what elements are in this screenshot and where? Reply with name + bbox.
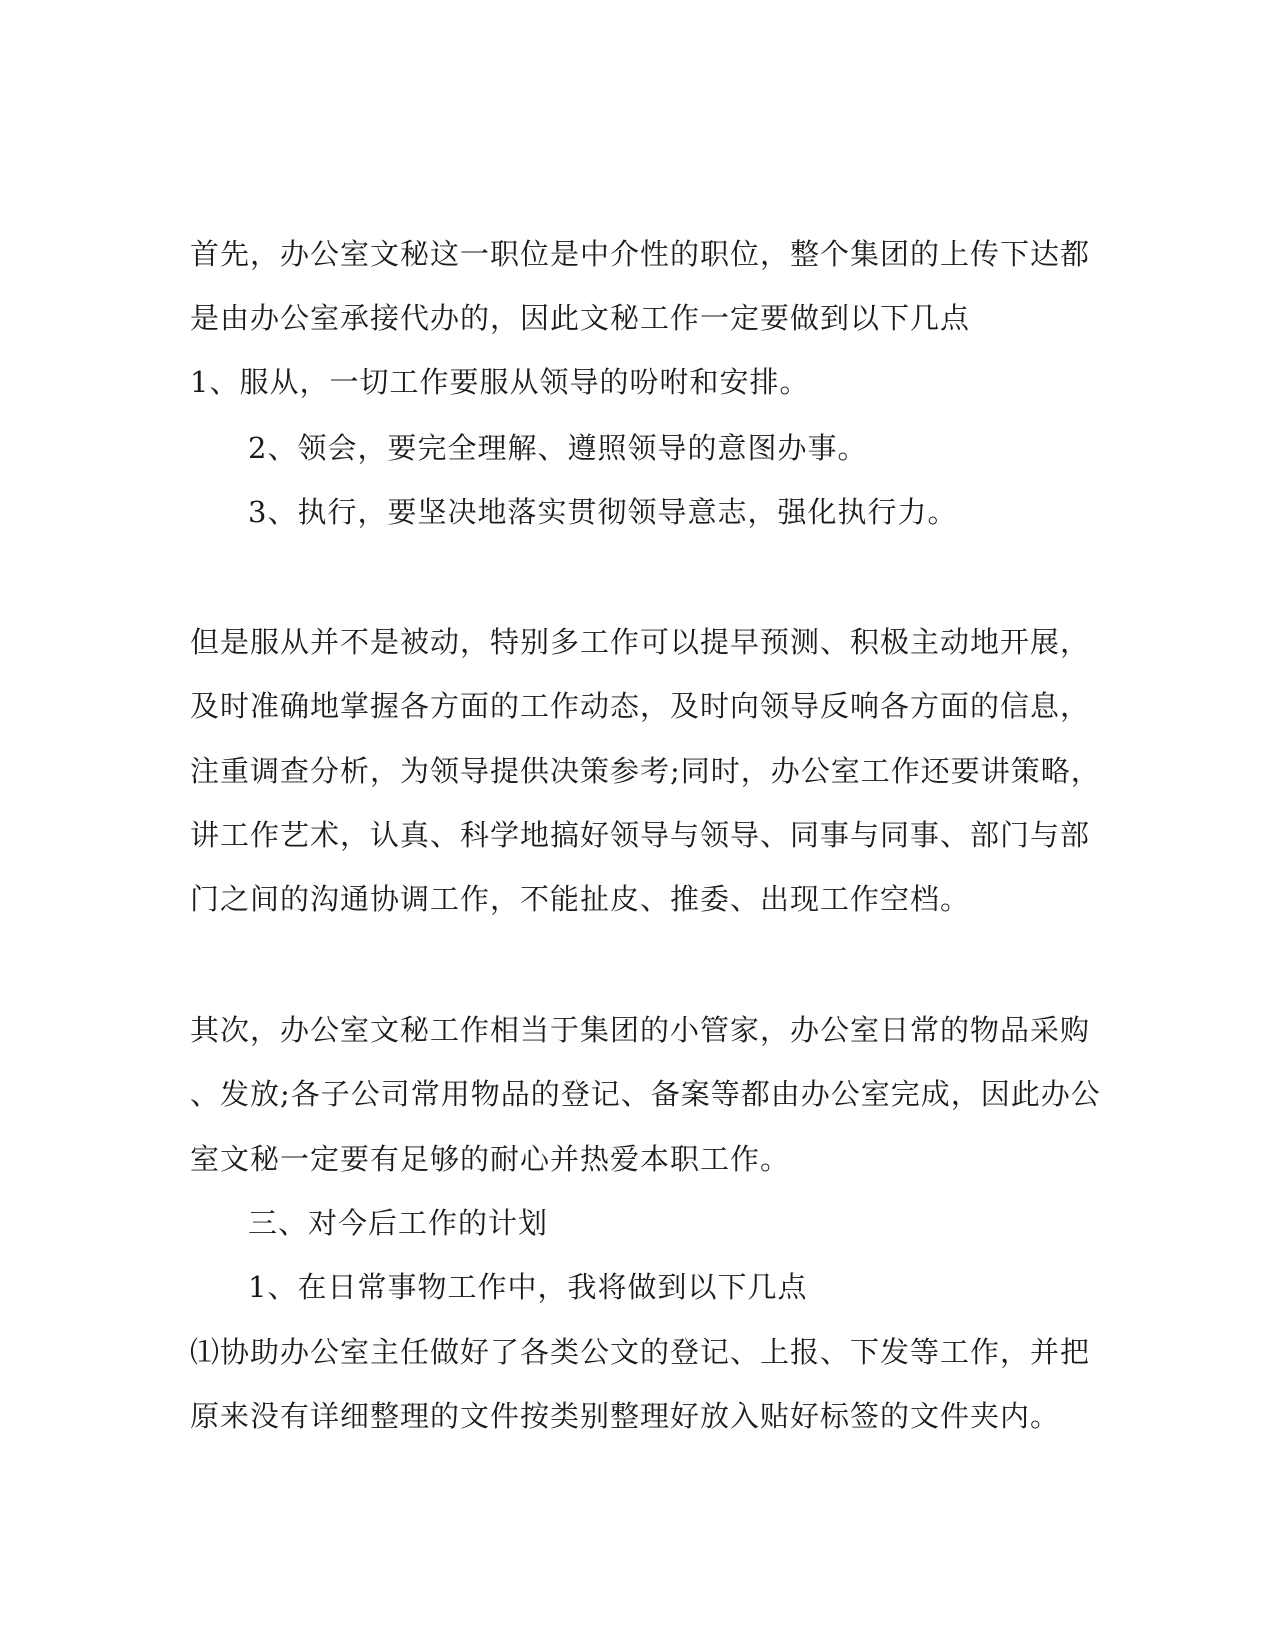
paragraph-line: 其次，办公室文秘工作相当于集团的小管家，办公室日常的物品采购 — [190, 1013, 1091, 1047]
subsection-heading: 1、在日常事物工作中，我将做到以下几点 — [248, 1270, 808, 1304]
paragraph-line: 门之间的沟通协调工作，不能扯皮、推委、出现工作空档。 — [190, 882, 971, 916]
section-heading: 三、对今后工作的计划 — [248, 1206, 549, 1240]
paragraph-line: 但是服从并不是被动，特别多工作可以提早预测、积极主动地开展， — [190, 625, 1091, 659]
list-item: 2、领会，要完全理解、遵照领导的意图办事。 — [248, 431, 868, 465]
list-item: 1、服从，一切工作要服从领导的吩咐和安排。 — [190, 365, 810, 399]
list-item: 3、执行，要坚决地落实贯彻领导意志，强化执行力。 — [248, 495, 958, 529]
paragraph-line: 讲工作艺术，认真、科学地搞好领导与领导、同事与同事、部门与部 — [190, 818, 1091, 852]
paragraph-line: 注重调查分析，为领导提供决策参考;同时，办公室工作还要讲策略， — [190, 754, 1101, 788]
paragraph-line: 室文秘一定要有足够的耐心并热爱本职工作。 — [190, 1142, 791, 1176]
paragraph-line: 首先，办公室文秘这一职位是中介性的职位，整个集团的上传下达都 — [190, 237, 1091, 271]
paragraph-line: ⑴协助办公室主任做好了各类公文的登记、上报、下发等工作，并把 — [190, 1335, 1091, 1369]
paragraph-line: 及时准确地掌握各方面的工作动态，及时向领导反响各方面的信息， — [190, 689, 1091, 723]
paragraph-line: 是由办公室承接代办的，因此文秘工作一定要做到以下几点 — [190, 301, 971, 335]
paragraph-line: 、发放;各子公司常用物品的登记、备案等都由办公室完成，因此办公 — [190, 1077, 1101, 1111]
paragraph-line: 原来没有详细整理的文件按类别整理好放入贴好标签的文件夹内。 — [190, 1399, 1061, 1433]
